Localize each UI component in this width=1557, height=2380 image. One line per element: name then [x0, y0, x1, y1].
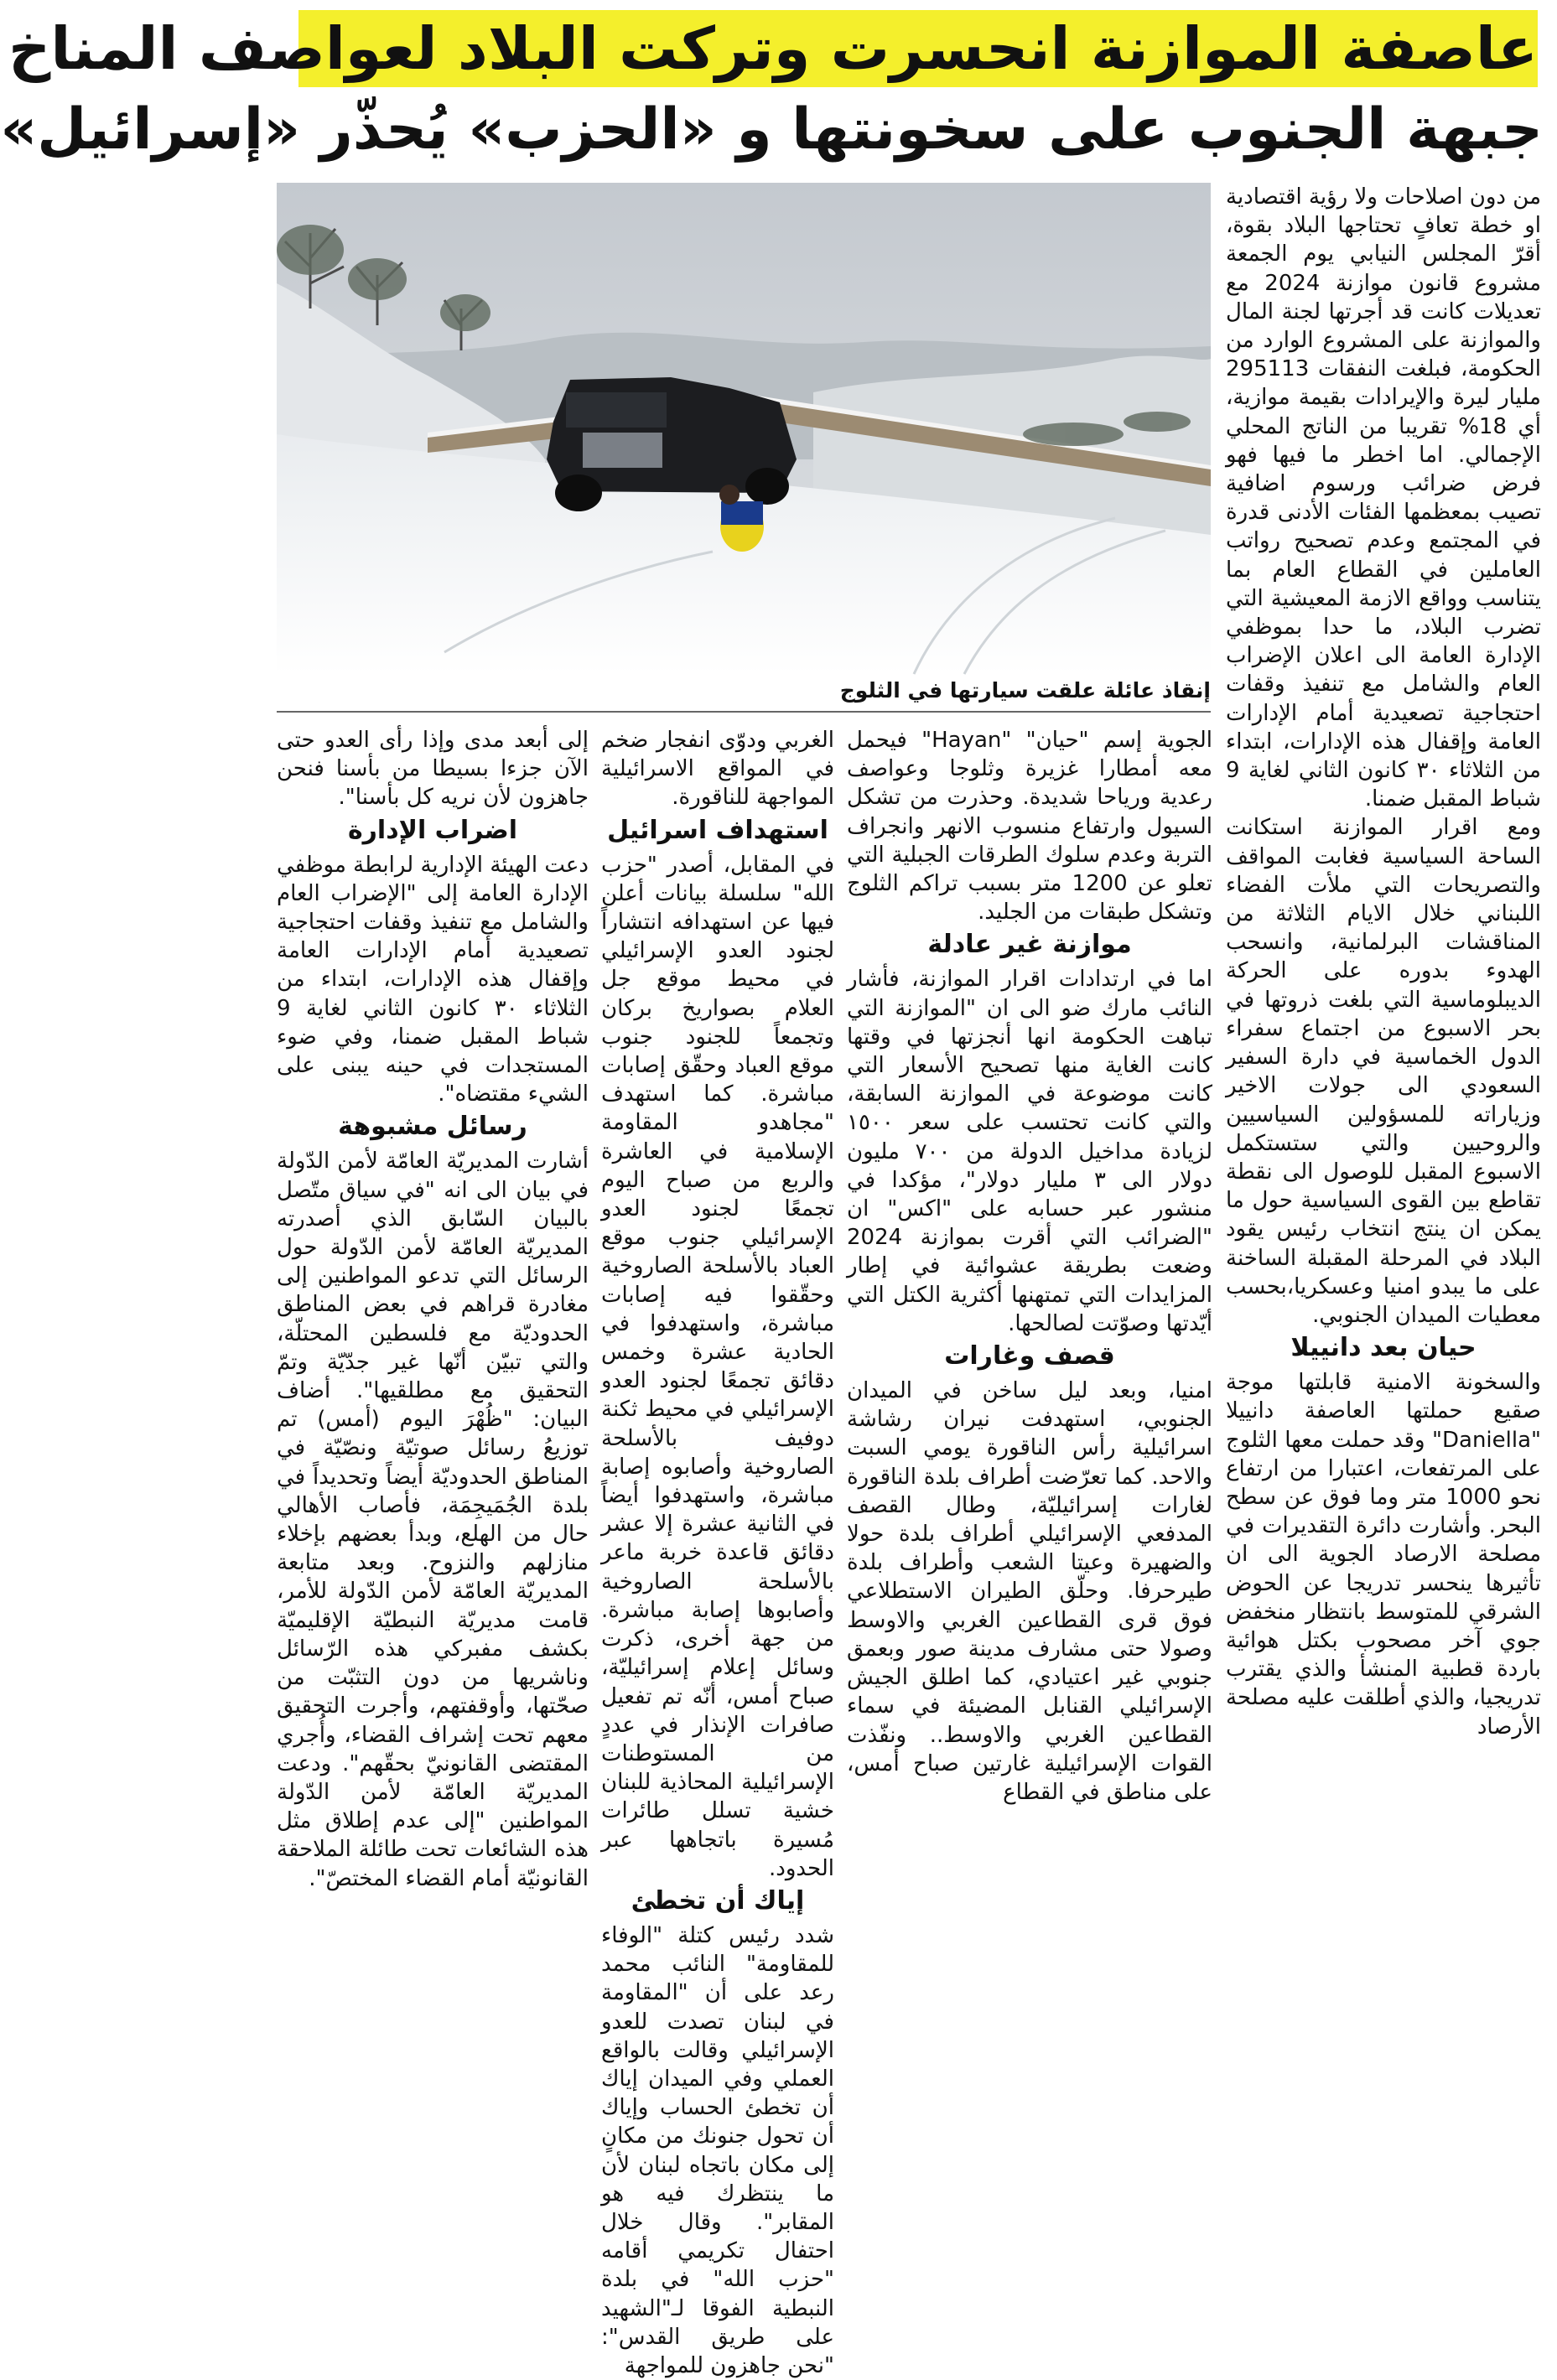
snow-car-image	[277, 183, 1211, 674]
subheading: موازنة غير عادلة	[927, 930, 1132, 960]
paragraph: الغربي ودوّى انفجار ضخم في المواقع الاسرائيلية المواجهة للناقورة.	[601, 728, 834, 811]
main-headline: عاصفة الموازنة انحسرت وتركت البلاد لعواصف المناخ	[298, 10, 1538, 87]
paragraph: إلى أبعد مدى وإذا رأى العدو حتى الآن جزءا بسيطا من بأسنا فنحن جاهزون لأن نريه كل بأسنا".	[277, 728, 589, 811]
subheading: رسائل مشبوهة	[338, 1112, 527, 1142]
paragraph: اما في ارتدادات اقرار الموازنة، فأشار النائب مارك ضو الى ان "الموازنة التي تباهت الحكومة انها أنجزتها في وقتها كانت الغاية منها تصحيح الأسعار التي كانت موضوعة في الموازنة السابقة، والتي كانت تحتسب على سعر ١٥٠٠ لزيادة مداخيل الدولة من ٧٠٠ مليون دولار الى ٣ مليار دولار"، مؤكدا في منشور عبر حسابه على "اكس" ان "الضرائب التي أقرت بموازنة 2024 وضعت بطريقة عشوائية في إطار المزايدات التي تمتهنها أكثرية الكتل التي أيّدتها وصوّتت لصالحها.	[847, 967, 1213, 1336]
subheading: إياك أن تخطئ	[631, 1885, 805, 1916]
article-photo	[277, 183, 1211, 674]
divider	[277, 711, 1211, 713]
article-column-2	[847, 726, 1212, 2304]
paragraph: دعت الهيئة الإدارية لرابطة موظفي الإدارة العامة إلى "الإضراب العام والشامل مع تنفيذ وقفات احتجاجية تصعيدية أمام الإدارات العامة وإقفال هذه الإدارات، ابتداء من الثلاثاء ٣٠ كانون الثاني لغاية 9 شباط المقبل ضمنا، وفي ضوء المستجدات في حينه يبنى على الشيء مقتضاه".	[277, 852, 589, 1107]
paragraph: الجوية إسم "حيان" "Hayan" فيحمل معه أمطارا غزيرة وثلوجا وعواصف رعدية ورياحا شديدة. وحذرت من تشكل السيول وارتفاع منسوب الانهر وانجراف التربة وعدم سلوك الطرقات الجبلية التي تعلو عن 1200 متر بسبب تراكم الثلوج وتشكل طبقات من الجليد.	[847, 728, 1212, 926]
paragraph: والسخونة الامنية قابلتها موجة صقيع حملتها العاصفة دانييلا "Daniella" وقد حملت معها الثلوج على المرتفعات، اعتبارا من ارتفاع نحو 1000 متر وما فوق عن سطح البحر. وأشارت دائرة التقديرات في مصلحة الارصاد الجوية الى ان تأثيرها ينحسر تدريجا عن الحوض الشرقي للمتوسط بانتظار منخفض جوي آخر مصحوب بكتل هوائية باردة قطبية المنشأ والذي يقترب تدريجيا، والذي أطلقت عليه مصلحة الأرصاد	[1226, 1370, 1541, 1740]
article-column-3	[601, 726, 834, 2378]
photo-caption: إنقاذ عائلة علقت سيارتها في الثلوج	[839, 678, 1211, 703]
paragraph: ومع اقرار الموازنة استكانت الساحة السياسية فغابت المواقف والتصريحات التي ملأت الفضاء اللبناني خلال الايام الثلاثة من المناقشات البرلمانية، وانسحب الهدوء بدوره على الحركة الديبلوماسية التي بلغت ذروتها في بحر الاسبوع من اجتماع سفراء الدول الخماسية في دارة السفير السعودي الى جولات الاخير وزياراته للمسؤولين السياسيين والروحيين والتي ستستكمل الاسبوع المقبل للوصول الى نقطة تقاطع بين القوى السياسية حول ما يمكن ان ينتج انتخاب رئيس يقود البلاد في المرحلة المقبلة الساخنة على ما يبدو امنيا وعسكريا،بحسب معطيات الميدان الجنوبي.	[1226, 815, 1541, 1328]
paragraph: امنيا، وبعد ليل ساخن في الميدان الجنوبي، استهدفت نيران رشاشة اسرائيلية رأس الناقورة يومي السبت والاحد. كما تعرّضت أطراف بلدة الناقورة لغارات إسرائيليّة، وطال القصف المدفعي الإسرائيلي أطراف بلدة حولا والضهيرة وعيتا الشعب وأطراف بلدة طيرحرفا. وحلّق الطيران الاستطلاعي فوق قرى القطاعين الغربي والاوسط وصولا حتى مشارف مدينة صور وبعمق جنوبي غير اعتيادي، كما اطلق الجيش الإسرائيلي القنابل المضيئة في سماء القطاعين الغربي والاوسط.. ونفّذت القوات الإسرائيلية غارتين صباح أمس، على مناطق في القطاع	[847, 1378, 1212, 1805]
suv-shape	[547, 377, 797, 511]
article-column-4	[277, 726, 589, 2304]
subheading: حيان بعد دانييلا	[1290, 1333, 1477, 1363]
subheading: استهداف اسرائيل	[607, 815, 828, 845]
paragraph: من دون اصلاحات ولا رؤية اقتصادية او خطة تعافٍ تحتاجها البلاد بقوة، أقرّ المجلس النيابي يوم الجمعة مشروع قانون موازنة 2024 مع تعديلات كانت قد أجرتها لجنة المال والموازنة على المشروع الوارد من الحكومة، فبلغت النفقات 295113 مليار ليرة والإيرادات بقيمة موازية، أي 18% تقريبا من الناتج المحلي الإجمالي. اما اخطر ما فيها فهو فرض ضرائب ورسوم اضافية تصيب بمعظمها الفئات الأدنى قدرة في المجتمع وعدم تصحيح رواتب العاملين في القطاع العام بما يتناسب وواقع الازمة المعيشية التي تضرب البلاد، ما حدا بموظفي الإدارة العامة الى اعلان الإضراب العام والشامل مع تنفيذ وقفات احتجاجية تصعيدية أمام الإدارات العامة وإقفال هذه الإدارات، ابتداء من الثلاثاء ٣٠ كانون الثاني لغاية 9 شباط المقبل ضمنا.	[1226, 184, 1541, 812]
subheading: قصف وغارات	[944, 1341, 1115, 1371]
paragraph: أشارت المديريّة العامّة لأمن الدّولة في بيان الى انه "في سياق متّصل بالبيان السّابق الذي أصدرته المديريّة العامّة لأمن الدّولة حول الرسائل التي تدعو المواطنين إلى مغادرة قراهم في بعض المناطق الحدوديّة مع فلسطين المحتلّة، والتي تبيّن أنّها غير جدّيّة وتمّ التحقيق مع مطلقيها". أضاف البيان: "ظُهْرَ اليوم (أمس) تم توزيعُ رسائل صوتيّة ونصّيّة في المناطق الحدوديّة أيضاً وتحديداً في بلدة الجُمَيجِمَة، فأصاب الأهالي حال من الهلع، وبدأ بعضهم بإخلاء منازلهم والنزوح. وبعد متابعة المديريّة العامّة لأمن الدّولة للأمر، قامت مديريّة النبطيّة الإقليميّة بكشف مفبركي هذه الرّسائل وناشريها من دون التثبّت من صحّتها، وأوقفتهم، وأجرت التحقيق معهم تحت إشراف القضاء، وأُجري المقتضى القانونيّ بحقّهم". ودعت المديريّة العامّة لأمن الدّولة المواطنين "إلى عدم إطلاق مثل هذه الشائعات تحت طائلة الملاحقة القانونيّة أمام القضاء المختصّ".	[277, 1149, 589, 1891]
sub-headline: جبهة الجنوب على سخونتها و «الحزب» يُحذّر «إسرائيل»	[0, 96, 1543, 163]
article-column-1	[1226, 183, 1541, 2304]
subheading: اضراب الإدارة	[347, 815, 518, 845]
paragraph: في المقابل، أصدر "حزب الله" سلسلة بيانات أعلن فيها عن استهدافه انتشاراً لجنود العدو الإسرائيلي في محيط موقع جل العلام بصواريخ بركان وتجمعاً للجنود جنوب موقع العباد وحقّق إصابات مباشرة. كما استهدف "مجاهدو المقاومة الإسلامية في العاشرة والربع من صباح اليوم تجمعًا لجنود العدو الإسرائيلي جنوب موقع العباد بالأسلحة الصاروخية وحقّقوا فيه إصابات مباشرة، واستهدفوا في الحادية عشرة وخمس دقائق تجمعًا لجنود العدو الإسرائيلي في محيط ثكنة دوفيف بالأسلحة الصاروخية وأصابوه إصابة مباشرة، واستهدفوا أيضاً في الثانية عشرة إلا عشر دقائق قاعدة خربة ماعر بالأسلحة الصاروخية وأصابوها إصابة مباشرة. من جهة أخرى، ذكرت وسائل إعلام إسرائيليّة، صباح أمس، أنّه تم تفعيل صافرات الإنذار في عددٍ من المستوطنات الإسرائيلية المحاذية للبنان خشية تسلل طائرات مُسيرة باتجاهها عبر الحدود.	[601, 852, 834, 1881]
paragraph: شدد رئيس كتلة "الوفاء للمقاومة" النائب محمد رعد على أن "المقاومة في لبنان تصدت للعدو الإسرائيلي وقالت بالواقع العملي وفي الميدان إياك أن تخطئ الحساب وإياك أن تحول جنونك من مكانٍ إلى مكان باتجاه لبنان لأن ما ينتظرك فيه هو المقابر". وقال خلال احتفال تكريمي أقامه "حزب الله" في بلدة النبطية الفوقا لـ"الشهيد على طريق القدس": "نحن جاهزون للمواجهة	[601, 1922, 834, 2378]
